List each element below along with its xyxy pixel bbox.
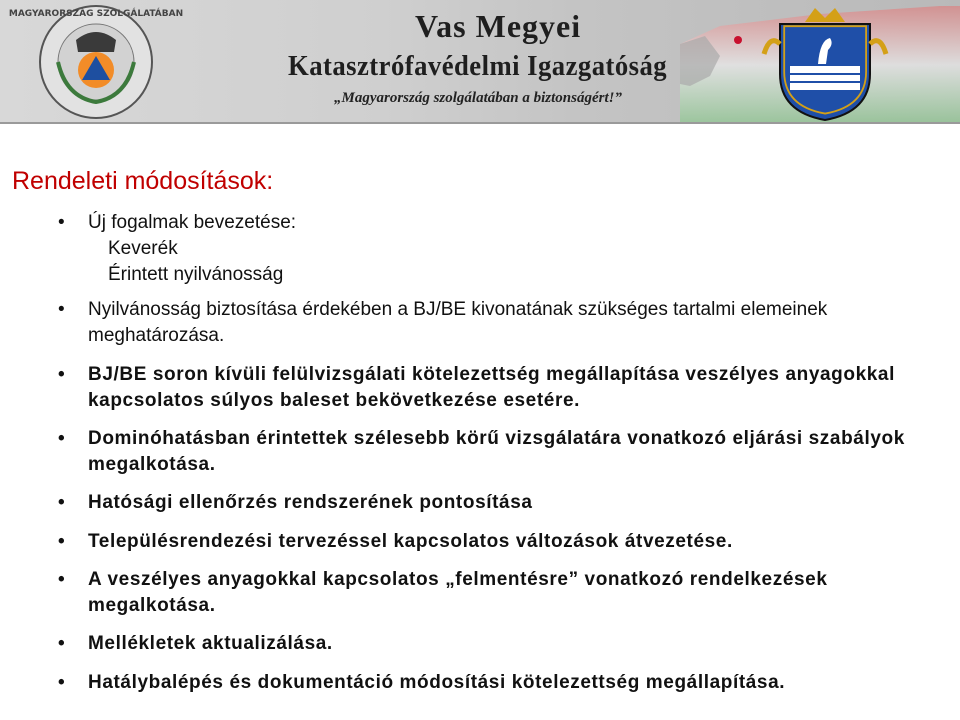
bullet-dot-icon: • <box>58 672 66 693</box>
bullet-dot-icon: • <box>58 428 66 449</box>
bullet-dot-icon: • <box>58 212 65 233</box>
bullet-dot-icon: • <box>58 633 66 654</box>
bullet-item <box>58 426 948 478</box>
bullet-text: A veszélyes anyagokkal kapcsolatos „felmentésre” vonatkozó rendelkezések megalkotása. <box>88 569 828 616</box>
sub-item: Keverék <box>108 238 178 259</box>
county-coat-of-arms-icon <box>760 4 890 122</box>
bullet-item <box>58 210 948 288</box>
bullet-dot-icon: • <box>58 569 66 590</box>
sub-item: Érintett nyilvánosság <box>108 264 284 285</box>
header-banner <box>0 0 960 124</box>
bullet-text: BJ/BE soron kívüli felülvizsgálati kötelezettség megállapítása veszélyes anyagokkal kapcsolatos súlyos baleset bekövetkezése esetére. <box>88 364 895 411</box>
bullet-text: Nyilvánosság biztosítása érdekében a BJ/BE kivonatának szükséges tartalmi elemeinek meghatározása. <box>88 299 828 346</box>
bullet-item <box>58 490 948 516</box>
bullet-item <box>58 567 948 619</box>
bullet-dot-icon: • <box>58 531 66 552</box>
bullet-text: Új fogalmak bevezetése: <box>88 212 297 233</box>
disaster-management-emblem <box>6 2 186 122</box>
bullet-text: Dominóhatásban érintettek szélesebb körű vizsgálatára vonatkozó eljárási szabályok megalkotása. <box>88 428 905 475</box>
header-title-line1: Vas Megyei <box>415 8 582 44</box>
bullet-item <box>58 297 948 349</box>
bullet-text: Mellékletek aktualizálása. <box>88 633 333 654</box>
bullet-dot-icon: • <box>58 299 65 320</box>
bullet-item <box>58 670 948 696</box>
bullet-text: Hatálybalépés és dokumentáció módosítási kötelezettség megállapítása. <box>88 672 786 693</box>
bullet-text: Településrendezési tervezéssel kapcsolatos változások átvezetése. <box>88 531 733 552</box>
slide-heading: Rendeleti módosítások: <box>12 167 274 195</box>
header-title-line2: Katasztrófavédelmi Igazgatóság <box>288 50 668 82</box>
header-motto: „Magyarország szolgálatában a biztonságért!” <box>334 90 622 106</box>
bullet-dot-icon: • <box>58 492 66 513</box>
bullet-item <box>58 631 948 657</box>
bullet-text: Hatósági ellenőrzés rendszerének pontosítása <box>88 492 533 513</box>
bullet-item <box>58 362 948 414</box>
bullet-item <box>58 529 948 555</box>
svg-text:MAGYARORSZÁG SZOLGÁLATÁBAN: MAGYARORSZÁG SZOLGÁLATÁBAN <box>8 9 184 19</box>
bullet-dot-icon: • <box>58 364 66 385</box>
